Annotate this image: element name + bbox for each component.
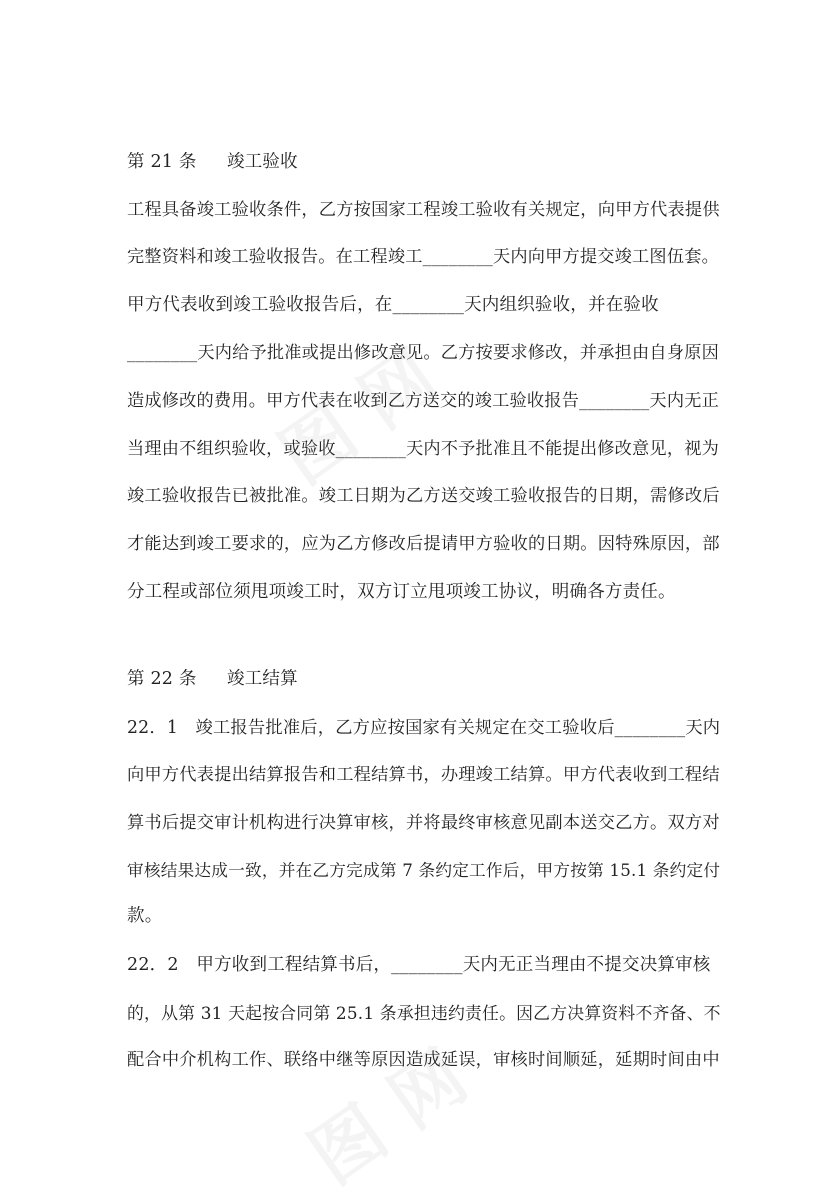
article-number: 第 21 条 <box>127 152 197 172</box>
paragraph-line: 分工程或部位须甩项竣工时，双方订立甩项竣工协议，明确各方责任。 <box>127 582 676 602</box>
paragraph-line: 22．2 甲方收到工程结算书后，________天内无正当理由不提交决算审核 <box>127 955 711 975</box>
paragraph-line: ________天内给予批准或提出修改意见。乙方按要求修改，并承担由自身原因 <box>127 343 719 363</box>
paragraph-line: 配合中介机构工作、联络中继等原因造成延误，审核时间顺延，延期时间由中 <box>127 1050 720 1070</box>
paragraph-line: 的，从第 31 天起按合同第 25.1 条承担违约责任。因乙方决算资料不齐备、不 <box>127 1003 721 1023</box>
paragraph-line: 才能达到竣工要求的，应为乙方修改后提请甲方验收的日期。因特殊原因，部 <box>127 534 720 554</box>
paragraph-line: 款。 <box>127 906 163 926</box>
paragraph-line: 甲方代表收到竣工验收报告后，在________天内组织验收，并在验收 <box>127 295 659 315</box>
article-number: 第 22 条 <box>127 669 197 689</box>
paragraph-line: 工程具备竣工验收条件，乙方按国家工程竣工验收有关规定，向甲方代表提供 <box>127 200 720 220</box>
paragraph-line: 审核结果达成一致，并在乙方完成第 7 条约定工作后，甲方按第 15.1 条约定付 <box>127 861 721 880</box>
paragraph-line: 算书后提交审计机构进行决算审核，并将最终审核意见副本送交乙方。双方对 <box>127 813 720 833</box>
article-title: 竣工结算 <box>227 669 298 689</box>
paragraph-line: 向甲方代表提出结算报告和工程结算书，办理竣工结算。甲方代表收到工程结 <box>127 765 720 785</box>
paragraph-line: 当理由不组织验收，或验收________天内不予批准且不能提出修改意见，视为 <box>127 439 719 459</box>
paragraph-line: 竣工验收报告已被批准。竣工日期为乙方送交竣工验收报告的日期，需修改后 <box>127 486 720 506</box>
paragraph-line: 22．1 竣工报告批准后，乙方应按国家有关规定在交工验收后________天内 <box>127 718 721 738</box>
article-22-heading <box>127 667 298 691</box>
article-title: 竣工验收 <box>227 152 298 172</box>
paragraph-line: 完整资料和竣工验收报告。在工程竣工________天内向甲方提交竣工图伍套。 <box>127 247 719 267</box>
paragraph-line: 造成修改的费用。甲方代表在收到乙方送交的竣工验收报告________天内无正 <box>127 391 719 411</box>
article-21-heading <box>127 150 298 174</box>
